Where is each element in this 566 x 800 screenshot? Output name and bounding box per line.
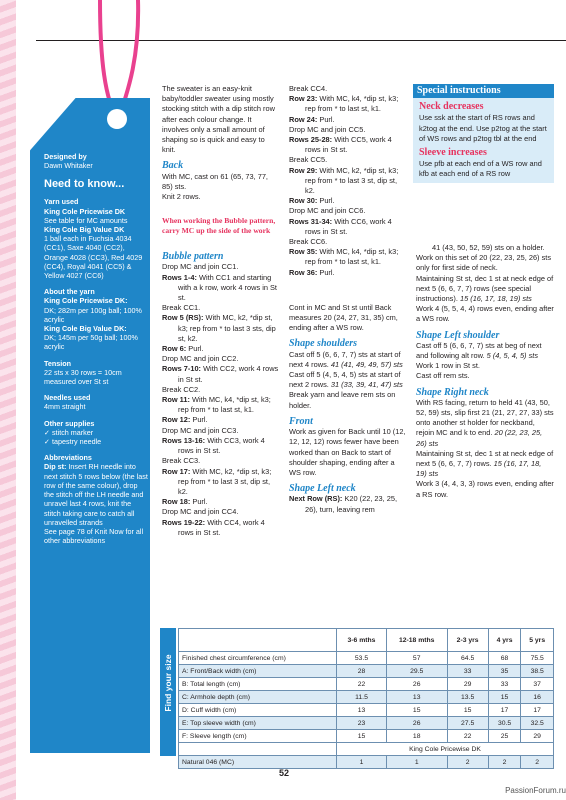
- pattern-row: Rows 1-4: With CC1 and starting with a k row, work 4 rows in St st.: [162, 272, 277, 303]
- pattern-row: Drop MC and join CC3.: [162, 425, 239, 435]
- table-cell: 18: [386, 730, 447, 743]
- pattern-row: Rows 7-10: With CC2, work 4 rows in St st.: [162, 364, 279, 384]
- table-cell: A: Front/Back width (cm): [179, 665, 337, 678]
- pattern-row: Row 17: With MC, k2, *dip st, k3; rep from * to last 3 st, dip st, k2.: [162, 466, 272, 496]
- table-cell: 15: [488, 691, 521, 704]
- need-to-know-title: Need to know...: [44, 178, 125, 191]
- pattern-row: Rows 19-22: With CC4, work 4 rows in St st.: [162, 517, 265, 537]
- table-cell: 15: [337, 730, 387, 743]
- table-cell: 37: [521, 678, 554, 691]
- shape-right-neck-heading: Shape Right neck: [416, 386, 489, 398]
- yarn-span-label: King Cole Pricewise DK: [337, 743, 554, 756]
- table-cell: 28: [337, 665, 387, 678]
- table-cell: C: Armhole depth (cm): [179, 691, 337, 704]
- table-cell: D: Cuff width (cm): [179, 704, 337, 717]
- pattern-row: Break CC5.: [289, 155, 328, 165]
- pattern-row: Rows 31-34: With CC6, work 4 rows in St st.: [289, 216, 392, 236]
- table-cell: 33: [447, 665, 488, 678]
- see-page-note: See page 78 of Knit Now for all other abbreviations: [44, 526, 144, 546]
- table-cell: 53.5: [337, 652, 387, 665]
- back-text: Knit 2 rows.: [162, 192, 201, 202]
- designed-by-heading: Designed by: [44, 152, 87, 161]
- table-cell: 2: [521, 756, 554, 769]
- pattern-row: Drop MC and join CC5.: [289, 124, 366, 134]
- special-instructions-box: [413, 84, 554, 183]
- table-cell: 2-3 yrs: [447, 629, 488, 652]
- table-cell: Finished chest circumference (cm): [179, 652, 337, 665]
- table-cell: 12-18 mths: [386, 629, 447, 652]
- sleeve-increases-heading: Sleeve increases: [419, 147, 487, 159]
- bubble-pattern-rows: [162, 262, 280, 537]
- table-cell: 2: [447, 756, 488, 769]
- pattern-row: Break CC1.: [162, 303, 201, 313]
- table-cell: 13.5: [447, 691, 488, 704]
- shoulder-step: Cast off 5 (4, 5, 4, 5) sts at start of next 2 rows. 31 (33, 39, 41, 47) sts: [289, 370, 403, 390]
- table-cell: 68: [488, 652, 521, 665]
- table-row: [179, 756, 554, 769]
- about-yarn-text: DK; 145m per 50g ball; 100% acrylic: [44, 333, 138, 352]
- neck-decreases-heading: Neck decreases: [419, 101, 484, 113]
- pattern-row: Row 12: Purl.: [162, 415, 208, 425]
- about-yarn-label: King Cole Big Value DK:: [44, 324, 127, 334]
- bubble-note: When working the Bubble pattern, carry MC up the side of the work: [162, 216, 276, 236]
- table-row: [179, 652, 554, 665]
- about-yarn-heading: About the yarn: [44, 287, 95, 297]
- table-cell: 64.5: [447, 652, 488, 665]
- pattern-row: Break CC2.: [162, 384, 201, 394]
- yarn-line: See table for MC amounts: [44, 215, 128, 225]
- shoulder-step: Cast off 5 (6, 6, 7, 7) sts at start of next 4 rows. 41 (41, 49, 49, 57) sts: [289, 349, 403, 369]
- table-cell: 26: [386, 717, 447, 730]
- table-cell: 38.5: [521, 665, 554, 678]
- table-cell: 25: [488, 730, 521, 743]
- size-table: [178, 628, 554, 769]
- pattern-row: Rows 13-16: With CC3, work 4 rows in St st.: [162, 435, 265, 456]
- back-heading: Back: [162, 160, 184, 172]
- table-cell: 75.5: [521, 652, 554, 665]
- bubble-pattern-rows-cont: [289, 84, 407, 278]
- braid-decoration: [0, 0, 16, 800]
- table-cell: 13: [337, 704, 387, 717]
- tension-text: 22 sts x 30 rows = 10cm measured over St st: [44, 367, 122, 387]
- right-neck-text: With RS facing, return to held 41 (43, 50, 52, 59) sts, slip first 21 (21, 27, 27, 33) sts onto another st holder for neckband, rejoin MC and k to end. 20 (22, 23, 25, 26) sts: [416, 397, 554, 448]
- table-cell: 15: [447, 704, 488, 717]
- table-cell: 13: [386, 691, 447, 704]
- left-shoulder-text: Work 1 row in St st.: [416, 361, 480, 371]
- table-cell: 29: [521, 730, 554, 743]
- pattern-row: Break CC6.: [289, 237, 328, 247]
- shoulder-step: Break yarn and leave rem sts on holder.: [289, 390, 396, 410]
- abbreviations-heading: Abbreviations: [44, 453, 92, 463]
- pattern-row: Row 30: Purl.: [289, 196, 335, 206]
- table-cell: 2: [488, 756, 521, 769]
- pattern-row: Row 36: Purl.: [289, 267, 335, 277]
- pattern-row: Row 35: With MC, k4, *dip st, k3; rep from * to last st, k1.: [289, 247, 399, 267]
- page-number: 52: [278, 768, 289, 778]
- table-cell: 29.5: [386, 665, 447, 678]
- intro-text: The sweater is an easy-knit baby/toddler sweater using mostly stocking stitch with a dip stitch row after each colour change. It involves only a small amount of shaping so is quick and easy to knit.: [162, 84, 275, 155]
- table-row: [179, 691, 554, 704]
- left-shoulder-text: Cast off 5 (6, 6, 7, 7) sts at beg of next and following alt row. 5 (4, 5, 4, 5) sts: [416, 340, 542, 361]
- shape-left-neck-heading: Shape Left neck: [289, 483, 356, 495]
- column-3: [416, 243, 554, 500]
- supply-item: ✓ tapestry needle: [44, 437, 102, 447]
- front-text: Work as given for Back until 10 (12, 12, 12, 12) rows fewer have been worked than on Back to start of shoulder shaping, ending after a WS row.: [289, 427, 406, 477]
- pattern-row: Row 5 (RS): With MC, k2, *dip st, k3; rep from * to last 3 sts, dip st, k2.: [162, 313, 276, 343]
- table-cell: 33: [488, 678, 521, 691]
- tag-hole: [107, 109, 127, 129]
- table-row: [179, 704, 554, 717]
- table-cell: 1: [337, 756, 387, 769]
- held-sts-text: 41 (43, 50, 52, 59) sts on a holder.: [432, 243, 545, 252]
- tension-heading: Tension: [44, 358, 72, 368]
- shape-shoulders-heading: Shape shoulders: [289, 338, 358, 350]
- table-cell: 17: [521, 704, 554, 717]
- pattern-row: Break CC4.: [289, 84, 328, 93]
- needles-heading: Needles used: [44, 393, 91, 403]
- table-cell: B: Total length (cm): [179, 678, 337, 691]
- yarn-used-heading: Yarn used: [44, 197, 79, 207]
- table-row: [179, 717, 554, 730]
- yarn-line: King Cole Pricewise DK: [44, 206, 126, 216]
- shape-left-shoulder-heading: Shape Left shoulder: [416, 329, 500, 341]
- back-text: With MC, cast on 61 (65, 73, 77, 85) sts.: [162, 171, 268, 191]
- about-yarn-label: King Cole Pricewise DK:: [44, 296, 128, 306]
- right-neck-text: Work 3 (4, 4, 3, 3) rows even, ending after a RS row.: [416, 479, 554, 499]
- table-cell: 17: [488, 704, 521, 717]
- table-cell: 16: [521, 691, 554, 704]
- table-cell: 57: [386, 652, 447, 665]
- pattern-row: Row 18: Purl.: [162, 497, 208, 507]
- table-cell: 27.5: [447, 717, 488, 730]
- sleeve-increases-text: Use pfb at each end of a WS row and kfb at each end of a RS row: [419, 159, 542, 179]
- find-your-size-bar: [160, 628, 176, 756]
- table-cell: 3-6 mths: [337, 629, 387, 652]
- next-row-text: Next Row (RS): K20 (22, 23, 25, 26), turn, leaving rem: [289, 494, 398, 514]
- designer-name: Dawn Whitaker: [44, 161, 93, 171]
- left-shoulder-text: Cast off rem sts.: [416, 371, 470, 381]
- table-cell: 30.5: [488, 717, 521, 730]
- table-cell: 11.5: [337, 691, 387, 704]
- pattern-row: Drop MC and join CC6.: [289, 206, 366, 216]
- pattern-row: Rows 25-28: With CC5, work 4 rows in St st.: [289, 135, 392, 155]
- table-cell: 5 yrs: [521, 629, 554, 652]
- table-cell: 29: [447, 678, 488, 691]
- table-cell: 22: [447, 730, 488, 743]
- table-row: [179, 743, 554, 756]
- watermark: PassionForum.ru: [505, 786, 566, 795]
- table-row: [179, 629, 554, 652]
- neck-decreases-text: Use ssk at the start of RS rows and k2tog at the end. Use p2tog at the start of WS rows and p2tog tbl at the end: [419, 113, 547, 143]
- column-2: [289, 84, 407, 515]
- table-cell: 32.5: [521, 717, 554, 730]
- table-cell: 22: [337, 678, 387, 691]
- yarn-line: 1 ball each in Fuchsia 4034 (CC1), Saxe 4040 (CC2), Orange 4028 (CC3), Red 4029 (CC4), Royal 4041 (CC5) & Yellow 4027 (CC6): [44, 234, 143, 281]
- table-cell: 26: [386, 678, 447, 691]
- table-cell: [179, 629, 337, 652]
- supplies-heading: Other supplies: [44, 418, 95, 428]
- left-neck-text: Work 4 (5, 5, 4, 4) rows even, ending after a WS row.: [416, 304, 554, 324]
- front-heading: Front: [289, 415, 313, 427]
- pattern-row: Row 23: With MC, k4, *dip st, k3; rep from * to last st, k1.: [289, 94, 399, 114]
- right-neck-text: Maintaining St st, dec 1 st at neck edge of next 5 (6, 6, 7, 7) rows. 15 (16, 17, 18, 19) sts: [416, 448, 554, 479]
- table-row: [179, 665, 554, 678]
- bubble-pattern-heading: Bubble pattern: [162, 251, 224, 263]
- special-instructions-title: Special instructions: [413, 84, 554, 98]
- table-cell: Natural 046 (MC): [179, 756, 337, 769]
- table-cell: 23: [337, 717, 387, 730]
- table-cell: 35: [488, 665, 521, 678]
- table-cell: 1: [386, 756, 447, 769]
- pattern-row: Drop MC and join CC2.: [162, 354, 239, 364]
- table-cell: 15: [386, 704, 447, 717]
- pattern-row: Row 6: Purl.: [162, 344, 204, 354]
- needles-text: 4mm straight: [44, 402, 86, 412]
- table-row: [179, 730, 554, 743]
- left-neck-text: Work on this set of 20 (22, 23, 25, 26) sts only for first side of neck.: [416, 253, 552, 273]
- yarn-line: King Cole Big Value DK: [44, 225, 125, 235]
- pattern-row: Drop MC and join CC4.: [162, 507, 239, 517]
- find-your-size-label: Find your size: [163, 654, 173, 712]
- table-row: [179, 678, 554, 691]
- pattern-row: Break CC3.: [162, 456, 201, 466]
- pattern-row: Drop MC and join CC1.: [162, 262, 239, 272]
- about-yarn-text: DK; 282m per 100g ball; 100% acrylic: [44, 305, 142, 324]
- table-cell: E: Top sleeve width (cm): [179, 717, 337, 730]
- column-1: [162, 84, 280, 538]
- table-cell: 4 yrs: [488, 629, 521, 652]
- table-cell: F: Sleeve length (cm): [179, 730, 337, 743]
- supply-item: ✓ stitch marker: [44, 427, 94, 437]
- left-neck-text: Maintaining St st, dec 1 st at neck edge of next 5 (6, 6, 7, 7) rows (see special instructions). 15 (16, 17, 18, 19) sts: [416, 273, 554, 304]
- pattern-row: Row 29: With MC, k2, *dip st, k3; rep from * to last 3 st, dip st, k2.: [289, 165, 399, 196]
- pattern-row: Row 11: With MC, k4, *dip st, k3; rep from * to last st, k1.: [162, 395, 271, 415]
- need-to-know-panel: [44, 152, 148, 545]
- abbreviation-entry: Dip st: Insert RH needle into next stitch 5 rows below (the last row of the same colour), drop the stitch off the LH needle and unravel last 4 rows, knit the stitch taking care to catch all unravelled strands: [44, 462, 148, 527]
- continue-text: Cont in MC and St st until Back measures 20 (24, 27, 31, 35) cm, ending after a WS row.: [289, 302, 398, 333]
- pattern-row: Row 24: Purl.: [289, 114, 335, 124]
